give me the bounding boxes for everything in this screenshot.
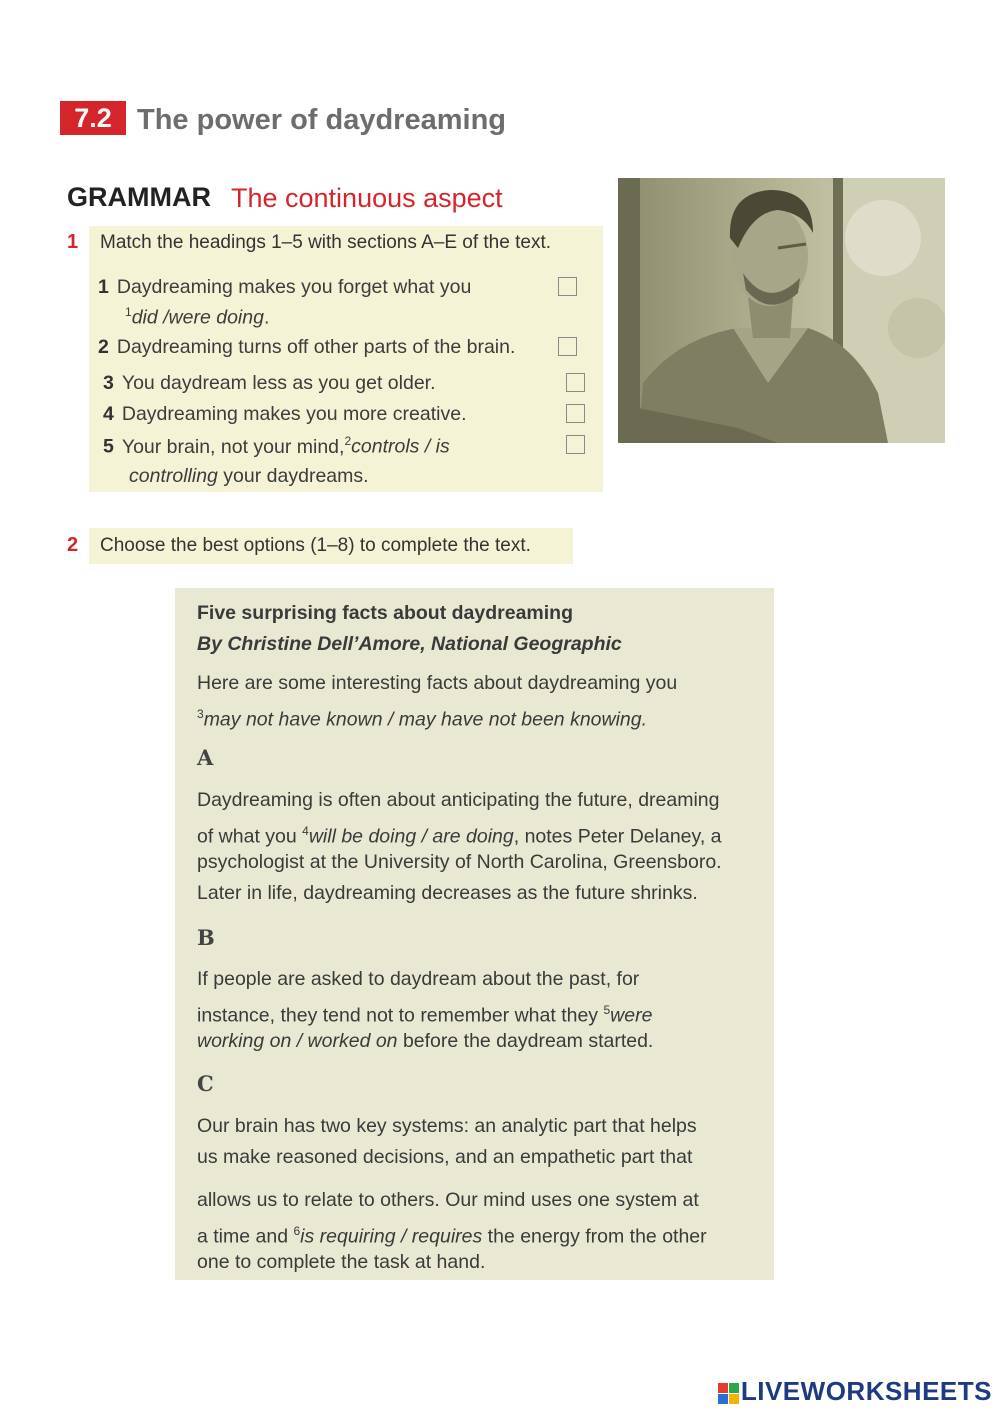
item-number: 3 [103, 372, 114, 394]
option-text[interactable]: were [610, 1004, 653, 1027]
item-number: 1 [98, 276, 109, 298]
text: before the daydream started. [397, 1030, 654, 1052]
option-text[interactable]: will be doing / are doing [308, 825, 514, 848]
text: of what you [197, 825, 303, 848]
section-a-line: Later in life, daydreaming decreases as the future shrinks. [197, 882, 698, 904]
section-c-line: one to complete the task at hand. [197, 1251, 486, 1273]
list-item [103, 372, 436, 395]
option-text[interactable]: controls / is [351, 435, 450, 458]
section-letter-b: B [197, 925, 215, 950]
section-letter-c: C [197, 1071, 214, 1096]
gap-number: 6 [293, 1224, 301, 1238]
list-item [103, 403, 467, 426]
section-c-line: Our brain has two key systems: an analytic part that helps [197, 1115, 697, 1137]
answer-checkbox-3[interactable] [566, 373, 585, 392]
option-text[interactable]: controlling [129, 465, 218, 487]
item-number: 4 [103, 403, 114, 425]
grammar-topic: The continuous aspect [231, 183, 503, 213]
answer-checkbox-5[interactable] [566, 435, 585, 454]
item-text: Daydreaming makes you forget what you [116, 276, 472, 298]
option-text[interactable]: is requiring / requires [300, 1225, 483, 1248]
article-intro: Here are some interesting facts about daydreaming you [197, 672, 678, 694]
gap-number: 1 [125, 305, 132, 319]
option-text[interactable]: working on / worked on [197, 1030, 398, 1052]
list-item-cont [125, 305, 269, 330]
item-text: . [263, 306, 270, 329]
liveworksheets-logo[interactable] [718, 1376, 992, 1407]
text: a time and [197, 1225, 294, 1248]
section-c-line: us make reasoned decisions, and an empathetic part that [197, 1146, 693, 1168]
section-a-line: Daydreaming is often about anticipating the future, dreaming [197, 789, 720, 811]
option-text[interactable]: may not have known / may have not been knowing. [203, 708, 648, 731]
gap-number: 3 [197, 707, 204, 721]
item-text: You daydream less as you get older. [121, 372, 436, 394]
daydreaming-man-photo [618, 178, 945, 443]
section-b-line: If people are asked to daydream about the past, for [197, 968, 640, 990]
exercise1-number: 1 [67, 231, 79, 253]
answer-checkbox-2[interactable] [558, 337, 577, 356]
list-item [103, 434, 450, 459]
unit-badge: 7.2 [60, 101, 126, 135]
list-item [98, 336, 515, 359]
option-text[interactable]: did /were doing [131, 306, 264, 329]
list-item-cont [129, 465, 369, 488]
list-item [98, 276, 471, 299]
exercise2-instruction: Choose the best options (1–8) to complete the text. [100, 535, 531, 556]
text: the energy from the other [482, 1225, 707, 1248]
section-letter-a: A [197, 745, 214, 770]
answer-checkbox-4[interactable] [566, 404, 585, 423]
page-title: The power of daydreaming [137, 104, 506, 136]
item-number: 5 [103, 435, 114, 458]
item-text: Daydreaming turns off other parts of the brain. [116, 336, 516, 358]
brand-name: LIVEWORKSHEETS [740, 1376, 992, 1406]
item-text: Your brain, not your mind, [121, 435, 345, 458]
article-title: Five surprising facts about daydreaming [197, 602, 574, 624]
grammar-label: GRAMMAR [67, 182, 211, 212]
item-text: Daydreaming makes you more creative. [121, 403, 467, 425]
gap-number: 4 [302, 824, 309, 838]
exercise2-number: 2 [67, 534, 79, 556]
article-intro-cont [197, 699, 647, 736]
gap-number: 5 [603, 1003, 611, 1017]
item-number: 2 [98, 336, 109, 358]
section-a-line: psychologist at the University of North Carolina, Greensboro. [197, 851, 722, 873]
text: instance, they tend not to remember what they [197, 1004, 604, 1027]
article-byline: By Christine Dell’Amore, National Geographic [197, 633, 622, 655]
section-c-line: allows us to relate to others. Our mind uses one system at [197, 1189, 699, 1211]
item-text: your daydreams. [217, 465, 369, 487]
exercise1-instruction: Match the headings 1–5 with sections A–E of the text. [100, 232, 551, 253]
logo-icon [718, 1383, 739, 1404]
gap-number: 2 [344, 434, 352, 448]
section-b-line [197, 1026, 653, 1057]
answer-checkbox-1[interactable] [558, 277, 577, 296]
text: , notes Peter Delaney, a [513, 825, 722, 848]
